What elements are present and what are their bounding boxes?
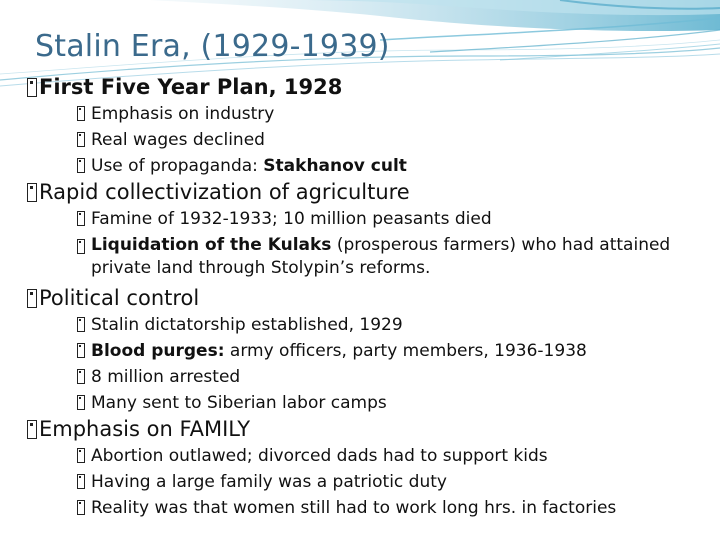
slide-title: Stalin Era, (1929-1939) [35,29,390,64]
square-bullet-icon [77,239,85,254]
square-bullet-icon [77,211,85,226]
square-bullet-icon [77,317,85,332]
list-item [77,101,707,127]
list-item-text-emphasis: Blood purges: [91,341,225,361]
list-item [77,364,707,390]
list-item-text: 8 million arrested [91,367,241,387]
square-bullet-icon [77,395,85,410]
section-heading [27,74,707,101]
square-bullet-icon [77,369,85,384]
list-item [77,206,707,232]
list-item-text: Abortion outlawed; divorced dads had to support kids [91,446,548,466]
square-bullet-icon [77,132,85,147]
section-heading [27,285,707,312]
list-item [77,443,707,469]
square-bullet-icon [77,106,85,121]
list-item [77,127,707,153]
list-item [77,153,707,179]
square-bullet-icon [77,448,85,463]
list-item-text-part: Use of propaganda: [91,156,264,176]
list-item [77,234,707,280]
list-item-text: Many sent to Siberian labor camps [91,393,387,413]
square-bullet-icon [77,343,85,358]
list-item-text [91,338,587,364]
square-bullet-icon [27,78,37,97]
section-first-five-year-plan [27,74,707,179]
square-bullet-icon [27,183,37,202]
section-heading-text: Emphasis on FAMILY [39,417,251,441]
list-item [77,338,707,364]
list-item [77,469,707,495]
section-heading-text: Rapid collectivization of agriculture [39,180,410,204]
list-item-text: Famine of 1932-1933; 10 million peasants died [91,209,492,229]
square-bullet-icon [27,289,37,308]
section-heading-text: Political control [39,286,200,310]
list-item-text: Having a large family was a patriotic duty [91,472,447,492]
section-political-control [27,285,707,416]
square-bullet-icon [77,474,85,489]
list-item [77,312,707,338]
list-item-text-part: army officers, party members, 1936-1938 [224,341,587,361]
list-item-text: Reality was that women still had to work long hrs. in factories [91,498,617,518]
slide-content [27,74,707,521]
section-collectivization [27,179,707,280]
list-item [77,495,707,521]
section-family [27,416,707,521]
list-item-text-emphasis: Liquidation of the Kulaks [91,235,332,255]
square-bullet-icon [77,500,85,515]
list-item-text: Emphasis on industry [91,104,275,124]
section-heading [27,416,707,443]
list-item [77,390,707,416]
list-item-text: Real wages declined [91,130,265,150]
section-heading-text: First Five Year Plan, 1928 [39,75,343,99]
square-bullet-icon [77,158,85,173]
list-item-text [91,153,407,179]
list-item-text-emphasis: Stakhanov cult [263,156,407,176]
square-bullet-icon [27,420,37,439]
list-item-text [91,234,681,280]
list-item-text-part: (prosperous farmers) who had attained private land through Stolypin’s reforms. [91,235,671,278]
section-heading [27,179,707,206]
list-item-text: Stalin dictatorship established, 1929 [91,315,403,335]
